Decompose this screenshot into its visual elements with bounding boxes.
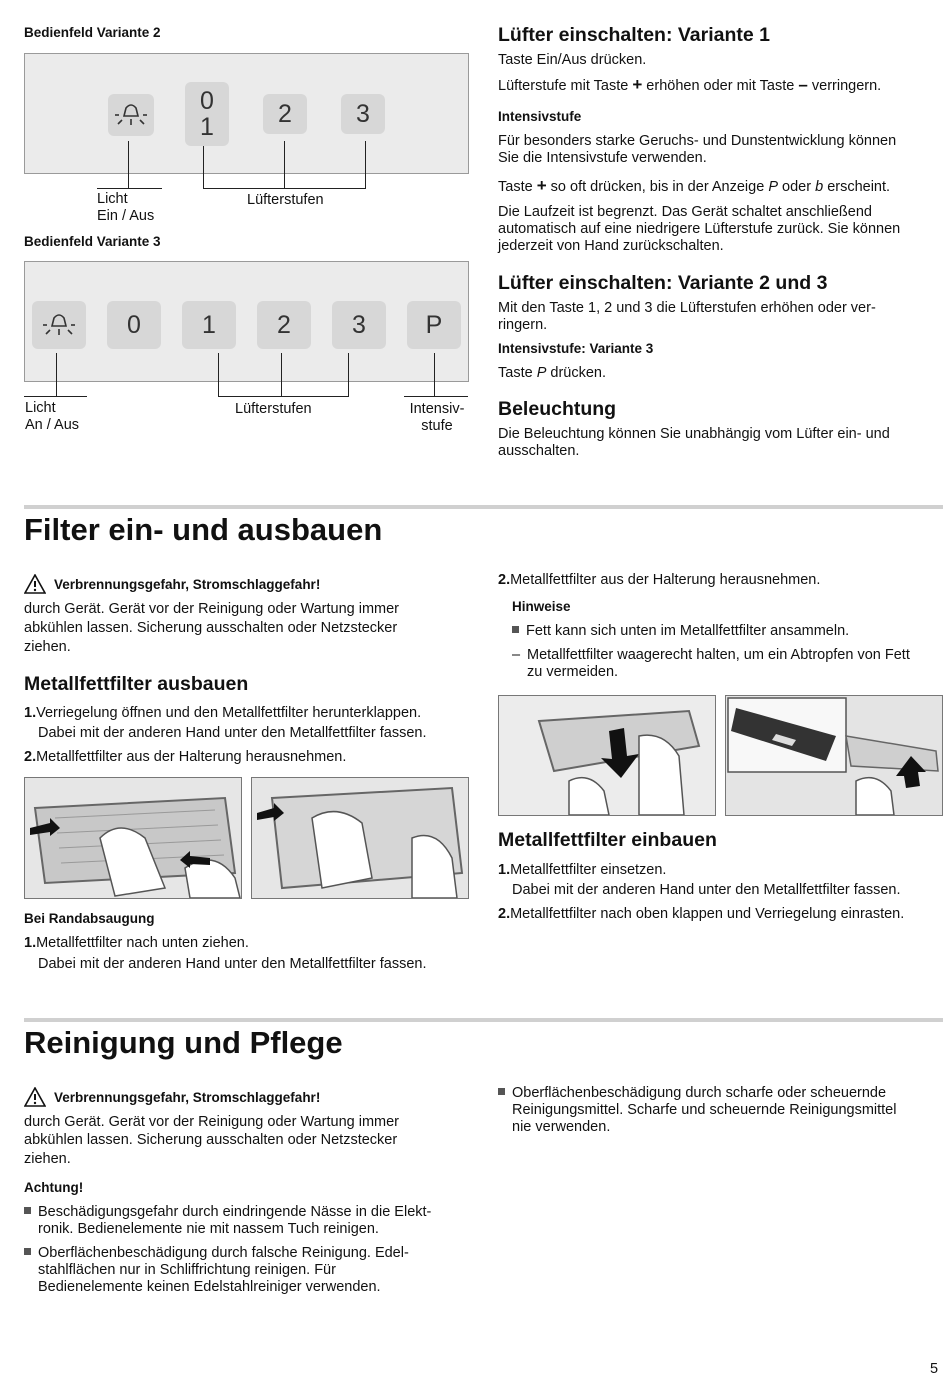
text-line: Reinigungsmittel. Scharfe und scheuernde Reinigungsmittel	[512, 1102, 897, 1118]
display-symbol-p: P	[768, 179, 778, 195]
text-line: Für besonders starke Geruchs- und Dunstentwicklung können	[498, 133, 897, 149]
step-text: Verriegelung öffnen und den Metallfettfilter herunterklappen.	[36, 705, 422, 721]
fan-button-3[interactable]: 3	[332, 301, 386, 349]
step-text: Metallfettfilter nach unten ziehen.	[36, 935, 249, 951]
illustration-filter-insert	[498, 695, 716, 816]
step-1	[498, 862, 666, 879]
text-line: Die Beleuchtung können Sie unabhängig vom Lüfter ein- und	[498, 426, 890, 442]
fan-button-3[interactable]: 3	[341, 94, 385, 134]
step-text: Metallfettfilter einsetzen.	[510, 862, 667, 878]
list-item	[24, 1204, 431, 1221]
list-text: Oberflächenbeschädigung durch falsche Reinigung. Edel-	[38, 1245, 409, 1261]
list-item	[498, 1085, 886, 1102]
plus-symbol: +	[632, 75, 643, 94]
bullet-square-icon	[24, 1207, 31, 1214]
heading-reinigung: Reinigung und Pflege	[24, 1025, 343, 1060]
text-line	[498, 177, 890, 196]
label-intensivstufe-1: Intensiv-	[409, 401, 465, 417]
page-number: 5	[930, 1361, 939, 1377]
text-line: durch Gerät. Gerät vor der Reinigung oder Wartung immer	[24, 601, 400, 617]
step-number: 1.	[24, 705, 37, 721]
fan-button-1[interactable]: 1	[182, 301, 236, 349]
step-2	[24, 749, 346, 766]
text-line: Sie die Intensivstufe verwenden.	[498, 150, 707, 166]
step-2	[498, 906, 904, 923]
label-licht: Licht	[97, 191, 128, 207]
warning-triangle-icon	[24, 1087, 46, 1107]
callout-line	[284, 141, 285, 189]
display-symbol-b: b	[815, 179, 824, 195]
section-divider	[24, 1018, 943, 1022]
callout-line	[56, 353, 57, 397]
text-line: ronik. Bedienelemente nie mit nassem Tuch reinigen.	[38, 1221, 379, 1237]
illustration-filter-unlock	[24, 777, 242, 899]
list-dash: –	[512, 647, 521, 663]
label-intensivstufe-2: stufe	[421, 418, 453, 434]
plus-symbol: +	[536, 176, 547, 195]
heading-luefter-variante-2-3: Lüfter einschalten: Variante 2 und 3	[498, 272, 828, 294]
key-label-0: 0	[200, 87, 214, 115]
display-symbol-p: P	[536, 365, 547, 381]
text-line: abkühlen lassen. Sicherung ausschalten oder Netzstecker	[24, 620, 398, 636]
warning-heading	[24, 574, 320, 594]
fan-button-0-1[interactable]	[185, 82, 229, 146]
step-number: 1.	[498, 862, 511, 878]
list-item	[512, 623, 849, 640]
light-icon	[114, 100, 148, 130]
panel2-title: Bedienfeld Variante 2	[24, 25, 161, 40]
step-2	[498, 572, 820, 589]
list-item	[24, 1245, 409, 1262]
warning-triangle-icon	[24, 574, 46, 594]
text-line: Dabei mit der anderen Hand unter den Metallfettfilter fassen.	[38, 956, 427, 972]
panel3-title: Bedienfeld Variante 3	[24, 234, 161, 249]
label-luefterstufen: Lüfterstufen	[247, 192, 324, 208]
callout-line	[404, 396, 468, 397]
text-fragment: Lüfterstufe mit Taste	[498, 78, 629, 94]
intensive-button-p[interactable]: P	[407, 301, 461, 349]
text-line: Metallfettfilter waagerecht halten, um ein Abtropfen von Fett	[527, 647, 910, 663]
fan-button-2[interactable]: 2	[263, 94, 307, 134]
text-fragment: so oft drücken, bis in der Anzeige	[550, 179, 765, 195]
text-fragment: drücken.	[550, 365, 607, 381]
label-ein-aus: Ein / Aus	[97, 208, 155, 224]
text-line: ringern.	[498, 317, 548, 333]
callout-line	[434, 353, 435, 397]
text-line: ziehen.	[24, 1151, 71, 1167]
step-number: 2.	[498, 906, 511, 922]
achtung-title: Achtung!	[24, 1180, 84, 1195]
light-icon	[42, 310, 76, 340]
intensivstufe-title: Intensivstufe	[498, 109, 582, 124]
list-text: Fett kann sich unten im Metallfettfilter ansammeln.	[526, 623, 850, 639]
heading-luefter-variante-1: Lüfter einschalten: Variante 1	[498, 24, 771, 46]
text-line: stahlflächen nur in Schliffrichtung reinigen. Für	[38, 1262, 336, 1278]
callout-line	[203, 146, 204, 189]
minus-symbol: –	[798, 75, 808, 94]
text-line: ziehen.	[24, 639, 71, 655]
text-line: Bedienelemente keinen Edelstahlreiniger verwenden.	[38, 1279, 381, 1295]
control-panel-variant-3	[24, 261, 469, 382]
step-number: 2.	[24, 749, 37, 765]
text-line	[498, 365, 606, 382]
key-label-1: 1	[200, 113, 214, 141]
callout-line	[203, 188, 366, 189]
label-luefterstufen: Lüfterstufen	[235, 401, 312, 417]
heading-metallfettfilter-einbauen: Metallfettfilter einbauen	[498, 829, 717, 851]
warning-title: Verbrennungsgefahr, Stromschlaggefahr!	[54, 576, 321, 592]
intensivstufe-variante-3-title: Intensivstufe: Variante 3	[498, 341, 654, 356]
heading-metallfettfilter-ausbauen: Metallfettfilter ausbauen	[24, 673, 249, 695]
step-1	[24, 935, 249, 952]
text-line: durch Gerät. Gerät vor der Reinigung oder Wartung immer	[24, 1114, 400, 1130]
text-fragment: erhöhen oder mit Taste	[646, 78, 795, 94]
label-an-aus: An / Aus	[25, 417, 80, 433]
text-line: zu vermeiden.	[527, 664, 619, 680]
text-line	[498, 76, 881, 95]
text-line: abkühlen lassen. Sicherung ausschalten oder Netzstecker	[24, 1132, 398, 1148]
text-line: ausschalten.	[498, 443, 580, 459]
bei-randabsaugung-title: Bei Randabsaugung	[24, 911, 155, 926]
text-line: jederzeit von Hand zurückschalten.	[498, 238, 724, 254]
light-button[interactable]	[108, 94, 154, 136]
callout-line	[348, 353, 349, 397]
text-fragment: Taste	[498, 365, 533, 381]
text-line: Taste Ein/Aus drücken.	[498, 52, 647, 68]
text-fragment: Taste	[498, 179, 533, 195]
step-1	[24, 705, 421, 722]
step-number: 2.	[498, 572, 511, 588]
bullet-square-icon	[24, 1248, 31, 1255]
label-licht: Licht	[25, 400, 56, 416]
step-text: Metallfettfilter aus der Halterung herausnehmen.	[36, 749, 347, 765]
callout-line	[128, 141, 129, 189]
heading-filter: Filter ein- und ausbauen	[24, 512, 383, 547]
illustration-filter-fold-up	[725, 695, 943, 816]
callout-line	[218, 396, 349, 397]
callout-line	[218, 353, 219, 397]
fan-button-0[interactable]: 0	[107, 301, 161, 349]
callout-line	[97, 188, 162, 189]
step-text: Metallfettfilter aus der Halterung herausnehmen.	[510, 572, 821, 588]
list-text: Oberflächenbeschädigung durch scharfe oder scheuernde	[512, 1085, 887, 1101]
light-button[interactable]	[32, 301, 86, 349]
callout-line	[24, 396, 87, 397]
text-line: Mit den Taste 1, 2 und 3 die Lüfterstufen erhöhen oder ver-	[498, 300, 876, 316]
text-line: Die Laufzeit ist begrenzt. Das Gerät schaltet anschließend	[498, 204, 872, 220]
callout-line	[365, 141, 366, 189]
control-panel-variant-2	[24, 53, 469, 174]
step-number: 1.	[24, 935, 37, 951]
fan-button-2[interactable]: 2	[257, 301, 311, 349]
illustration-filter-remove	[251, 777, 469, 899]
section-divider	[24, 505, 943, 509]
text-fragment: verringern.	[811, 78, 882, 94]
hinweise-title: Hinweise	[512, 599, 571, 614]
text-line: Dabei mit der anderen Hand unter den Metallfettfilter fassen.	[38, 725, 427, 741]
text-line: nie verwenden.	[512, 1119, 611, 1135]
heading-beleuchtung: Beleuchtung	[498, 398, 617, 420]
text-fragment: oder	[782, 179, 812, 195]
warning-title: Verbrennungsgefahr, Stromschlaggefahr!	[54, 1089, 321, 1105]
text-fragment: erscheint.	[827, 179, 891, 195]
step-text: Metallfettfilter nach oben klappen und Verriegelung einrasten.	[510, 906, 905, 922]
text-line: Dabei mit der anderen Hand unter den Metallfettfilter fassen.	[512, 882, 901, 898]
text-line: automatisch auf eine niedrigere Lüfterstufe zurück. Sie können	[498, 221, 901, 237]
callout-line	[281, 353, 282, 397]
warning-heading	[24, 1087, 320, 1107]
list-text: Beschädigungsgefahr durch eindringende Nässe in die Elekt-	[38, 1204, 432, 1220]
bullet-square-icon	[512, 626, 519, 633]
bullet-square-icon	[498, 1088, 505, 1095]
